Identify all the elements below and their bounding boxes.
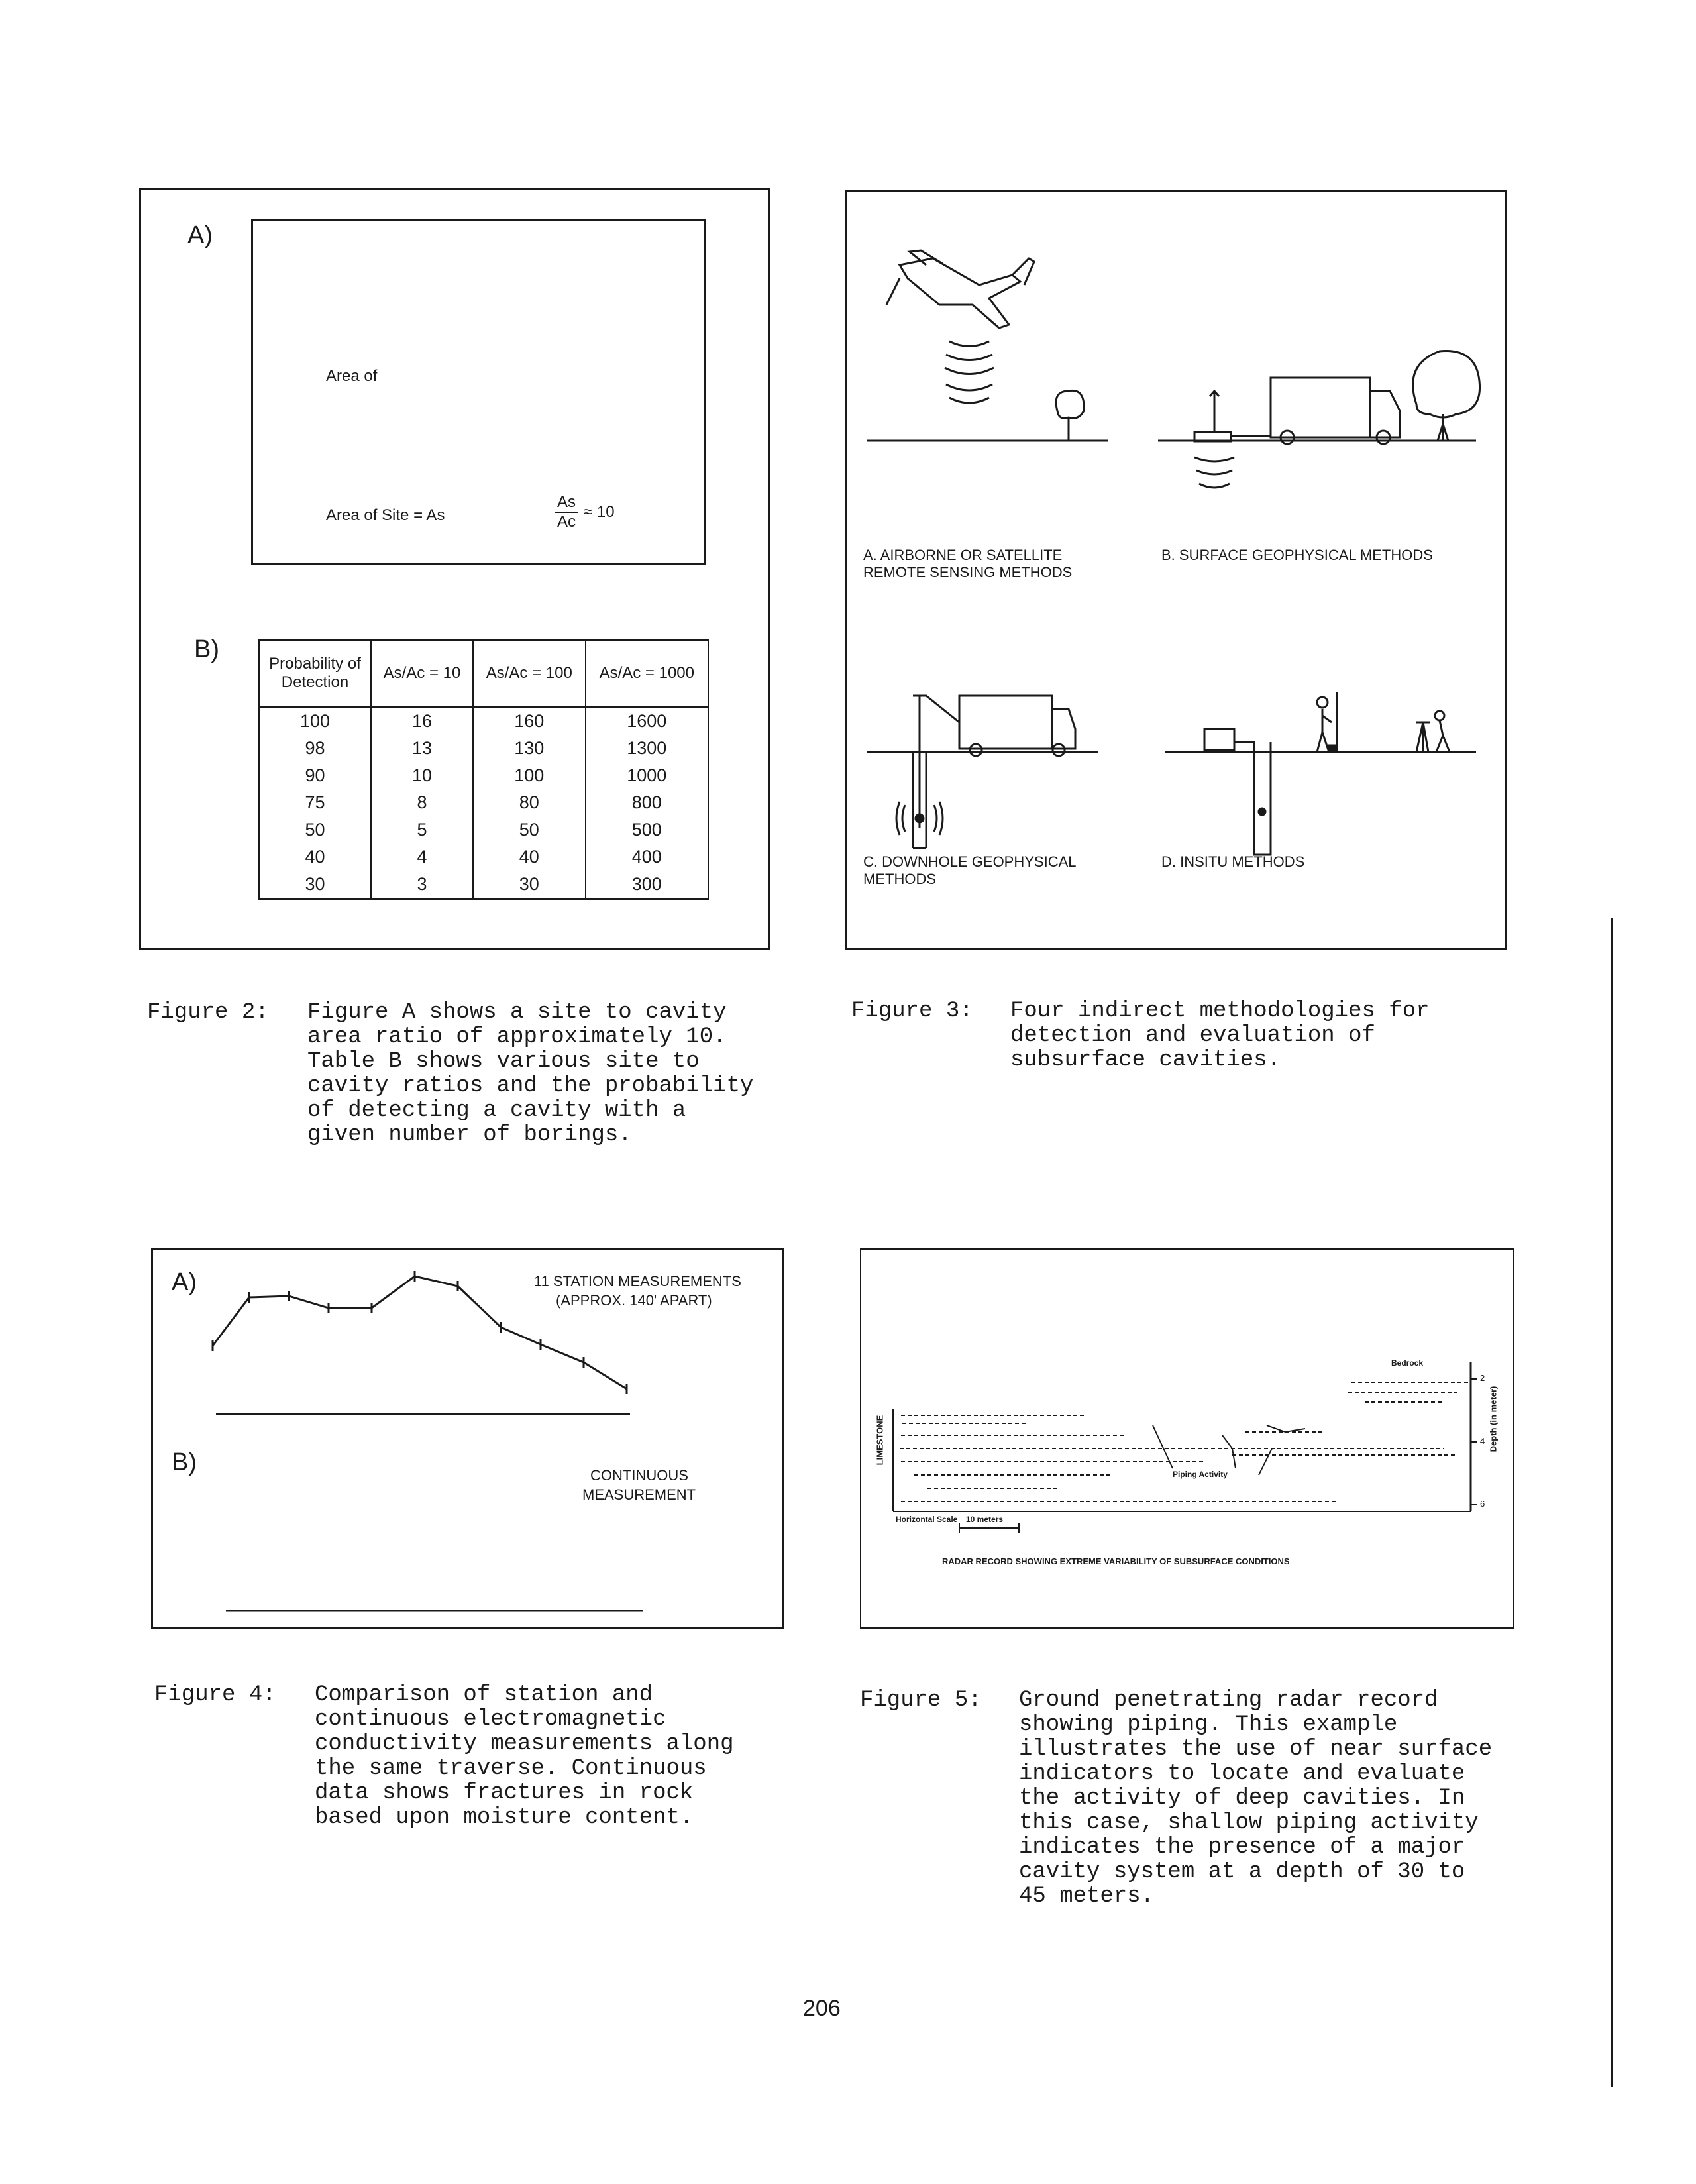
fig4-panel-b-letter: B) [172,1448,197,1476]
fig5-depth-tick-2: 2 [1480,1373,1485,1383]
table-row [259,871,708,899]
fig3-label-c: C. DOWNHOLE GEOPHYSICAL METHODS [863,853,1076,887]
table-cell: 100 [473,762,586,789]
table-header-ratio-100: As/Ac = 100 [473,640,586,707]
surveyor-icon [1317,692,1337,752]
page-number: 206 [803,1996,841,2021]
table-cell: 4 [371,844,473,871]
table-cell: 98 [259,735,371,762]
table-cell: 1300 [586,735,708,762]
fig2-panel-b-letter: B) [194,635,219,663]
fig4-continuous-label-2: MEASUREMENT [582,1486,696,1503]
table-cell: 75 [259,789,371,816]
table-cell: 300 [586,871,708,899]
table-cell: 40 [259,844,371,871]
surveyor-tripod-icon [1416,711,1450,752]
truck-icon [1271,378,1400,444]
table-cell: 13 [371,735,473,762]
fig2-area-of-label: Area of [326,367,378,385]
table-cell: 30 [473,871,586,899]
figure-5-frame [860,1248,1514,1629]
survey-instrument-icon [1194,391,1271,441]
fig5-scale-value-label: 10 meters [966,1515,1004,1524]
table-header-ratio-10: As/Ac = 10 [371,640,473,707]
table-cell: 3 [371,871,473,899]
table-row [259,707,708,736]
fig3-caption-text: Four indirect methodologies for detection and evaluation of subsurface cavities. [1010,999,1443,1073]
table-row [259,844,708,871]
table-header-ratio-1000: As/Ac = 1000 [586,640,708,707]
table-cell: 100 [259,707,371,736]
table-cell: 130 [473,735,586,762]
table-row [259,816,708,844]
fig5-caption-label: Figure 5: [860,1688,982,1713]
fig4-caption-label: Figure 4: [154,1682,276,1708]
table-cell: 16 [371,707,473,736]
figure-3-frame [845,190,1507,950]
fig2-caption-text: Figure A shows a site to cavity area ratio of approximately 10. Table B shows various site to cavity ratios and the probability of detecting a cavity with a given number of borings. [307,1000,767,1148]
fig2-ratio-value: ≈ 10 [584,503,615,521]
borehole-icon [896,696,943,848]
fig2-area-of-site-label: Area of Site = As [326,506,445,524]
table-cell: 1000 [586,762,708,789]
table-cell: 800 [586,789,708,816]
fig2-ratio-numerator: As [555,493,578,513]
fig5-limestone-label: LIMESTONE [874,1415,885,1466]
fig5-bedrock-label: Bedrock [1391,1358,1424,1368]
scan-edge-line [1611,918,1613,2087]
radar-waves-icon [945,341,994,403]
table-cell: 400 [586,844,708,871]
table-row [259,762,708,789]
table-row [259,789,708,816]
fig5-depth-tick-6: 6 [1480,1499,1485,1509]
fig5-depth-label: Depth (in meter) [1488,1386,1499,1452]
fig2-panel-a-letter: A) [187,221,213,249]
small-tree-icon [1056,390,1084,441]
fig4-caption-text: Comparison of station and continuous electromagnetic conductivity measurements along the same traverse. Continuous data shows fractures in rock based upon moisture content. [315,1682,747,1830]
fig3-label-a: A. AIRBORNE OR SATELLITE REMOTE SENSING METHODS [863,547,1073,580]
figure-2-frame [139,188,770,950]
table-cell: 500 [586,816,708,844]
table-cell: 8 [371,789,473,816]
fig2-site-area-box [251,219,706,565]
fig4-continuous-label-1: CONTINUOUS [590,1467,688,1484]
fig2-probability-table [258,639,709,900]
ground-waves-icon [1194,457,1234,488]
table-row [259,735,708,762]
airplane-icon [886,250,1034,328]
table-cell: 30 [259,871,371,899]
fig5-depth-tick-4: 4 [1480,1436,1485,1446]
figure-4-frame [151,1248,784,1629]
fig5-piping-label: Piping Activity [1173,1470,1228,1479]
table-cell: 50 [473,816,586,844]
table-cell: 90 [259,762,371,789]
fig5-horizontal-scale-label: Horizontal Scale [896,1515,958,1524]
table-header-probability: Probability of Detection [259,640,371,707]
table-cell: 160 [473,707,586,736]
table-cell: 40 [473,844,586,871]
fig3-label-b: B. SURFACE GEOPHYSICAL METHODS [1161,547,1433,563]
fig5-caption-text: Ground penetrating radar record showing piping. This example illustrates the use of near surface indicators to locate and evaluate the activity of deep cavities. In this case, shallow piping activity indicates the presence of a major cavity system at a depth of 30 to 45 meters. [1019,1688,1506,1909]
fig4-station-label-2: (APPROX. 140' APART) [556,1292,712,1309]
fig4-station-label-1: 11 STATION MEASUREMENTS [534,1273,741,1289]
table-cell: 80 [473,789,586,816]
table-cell: 10 [371,762,473,789]
fig5-radar-record [861,1250,1513,1627]
tree-icon [1413,351,1480,441]
drill-truck-icon [913,696,1075,756]
fig3-label-d: D. INSITU METHODS [1161,853,1305,870]
insitu-borehole-icon [1204,729,1271,855]
fig3-caption-label: Figure 3: [851,999,973,1024]
table-cell: 5 [371,816,473,844]
table-cell: 1600 [586,707,708,736]
table-cell: 50 [259,816,371,844]
fig5-radar-caption: RADAR RECORD SHOWING EXTREME VARIABILITY OF SUBSURFACE CONDITIONS [942,1556,1290,1566]
fig4-panel-a-letter: A) [172,1268,197,1296]
fig2-ratio [555,493,615,531]
fig2-caption-label: Figure 2: [147,1000,269,1025]
fig2-ratio-denominator: Ac [557,513,576,531]
